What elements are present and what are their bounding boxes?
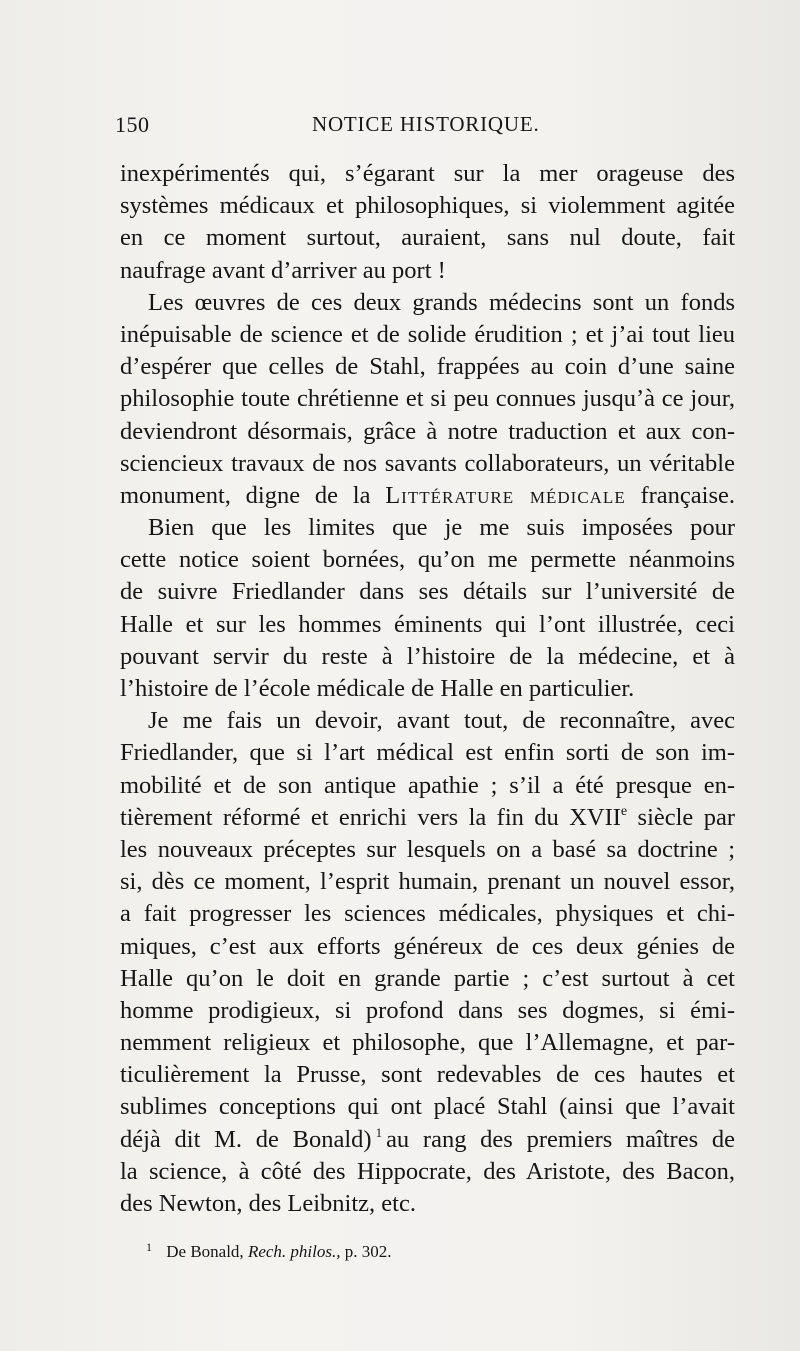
footnote-text: De Bonald,: [166, 1242, 244, 1261]
superscript: e: [620, 803, 628, 819]
footnote-mark: 1: [146, 1240, 152, 1254]
running-title: NOTICE HISTORIQUE.: [312, 112, 540, 136]
paragraph-start: Bien que les limites que je me suis imposées pour: [148, 514, 735, 542]
text-line: homme prodigieux, si profond dans ses dogmes, si émi-: [120, 996, 735, 1024]
text-line: philosophie toute chrétienne et si peu connues jusqu’à ce jour,: [120, 385, 735, 413]
text-line: Friedlander, que si l’art médical est enfin sorti de son im-: [120, 739, 735, 767]
text-fragment: déjà dit M. de Bonald): [120, 1125, 372, 1153]
text-line: sciencieux travaux de nos savants collaborateurs, un véritable: [120, 449, 735, 477]
body-text: [120, 158, 735, 1220]
text-line: cette notice soient bornées, qu’on me permette néanmoins: [120, 546, 735, 574]
text-line: inépuisable de science et de solide érudition ; et j’ai tout lieu: [120, 320, 735, 348]
footnote-citation: Rech. philos.,: [247, 1242, 341, 1261]
text-fragment: monument, digne de la: [120, 481, 371, 509]
page-number: 150: [115, 112, 150, 137]
text-line: naufrage avant d’arriver au port !: [120, 256, 446, 284]
text-line: l’histoire de l’école médicale de Halle en particulier.: [120, 675, 635, 702]
text-line: a fait progresser les sciences médicales, physiques et chi-: [120, 900, 735, 928]
text-line: de suivre Friedlander dans ses détails sur l’université de: [120, 578, 735, 606]
text-line: mobilité et de son antique apathie ; s’il a été presque en-: [120, 771, 735, 799]
text-line: [120, 480, 735, 512]
text-fragment: au rang des premiers maîtres de: [386, 1125, 735, 1153]
text-line: Halle qu’on le doit en grande partie ; c’est surtout à cet: [120, 964, 735, 992]
paragraph-start: Je me fais un devoir, avant tout, de reconnaître, avec: [148, 707, 735, 735]
footnote-reference: 1: [375, 1124, 383, 1140]
footnote: [146, 1240, 746, 1262]
text-fragment: française.: [640, 481, 735, 509]
text-line: inexpérimentés qui, s’égarant sur la mer orageuse des: [120, 160, 735, 187]
text-line: ticulièrement la Prusse, sont redevables de ces hautes et: [120, 1061, 735, 1089]
text-fragment: tièrement réformé et enrichi vers la fin du XVII: [120, 803, 621, 831]
journal-title: Littérature médicale: [385, 481, 626, 509]
text-line: des Newton, des Leibnitz, etc.: [120, 1190, 416, 1217]
text-line: si, dès ce moment, l’esprit humain, prenant un nouvel essor,: [120, 868, 735, 896]
footnote-text: p. 302.: [344, 1242, 392, 1261]
text-line: nemment religieux et philosophe, que l’Allemagne, et par-: [120, 1029, 735, 1057]
text-line: les nouveaux préceptes sur lesquels on a basé sa doctrine ;: [120, 835, 735, 863]
text-fragment: siècle par: [637, 803, 735, 831]
text-line: la science, à côté des Hippocrate, des Aristote, des Bacon,: [120, 1157, 735, 1185]
text-line: d’espérer que celles de Stahl, frappées au coin d’une saine: [120, 353, 735, 381]
text-line: en ce moment surtout, auraient, sans nul doute, fait: [120, 224, 735, 252]
text-line: miques, c’est aux efforts généreux de ces deux génies de: [120, 932, 735, 960]
text-line: pouvant servir du reste à l’histoire de la médecine, et à: [120, 642, 735, 670]
text-line: sublimes conceptions qui ont placé Stahl (ainsi que l’avait: [120, 1093, 735, 1121]
text-line: Halle et sur les hommes éminents qui l’ont illustrée, ceci: [120, 610, 735, 638]
text-line: systèmes médicaux et philosophiques, si violemment agitée: [120, 192, 735, 220]
page-header: [115, 112, 735, 146]
paragraph-start: Les œuvres de ces deux grands médecins sont un fonds: [148, 288, 735, 316]
text-line: [120, 1124, 735, 1156]
text-line: deviendront désormais, grâce à notre traduction et aux con-: [120, 417, 735, 445]
text-line: [120, 802, 735, 834]
